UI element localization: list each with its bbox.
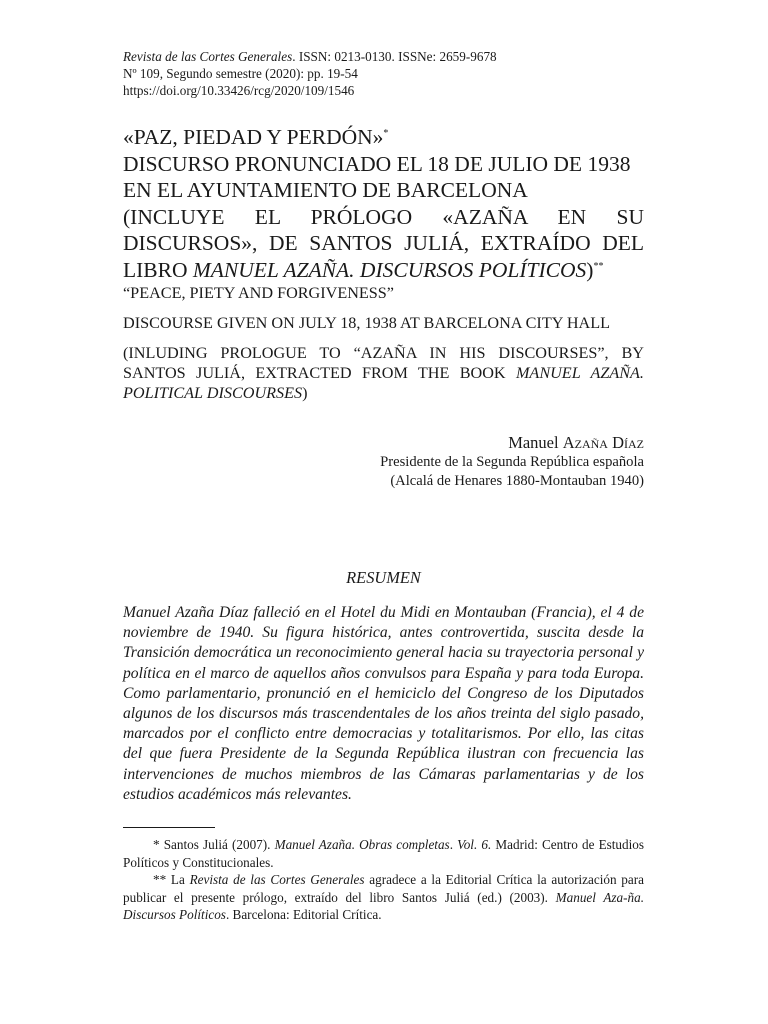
author-role: Presidente de la Segunda República española xyxy=(380,454,644,470)
english-title xyxy=(123,283,644,413)
spanish-title-line-6 xyxy=(123,257,644,284)
spanish-title-line-6-suffix: ) xyxy=(586,257,594,282)
footnote-2-middle: agradece a la Editorial Crítica la autorización para publicar el presente prólogo, extraído del libro Santos Juliá (ed.) (2003). xyxy=(123,872,644,905)
english-title-book: MANUEL AZAÑA. POLITICAL DISCOURSES xyxy=(123,364,644,402)
journal-header xyxy=(123,48,683,99)
footnote-2-prefix: ** La xyxy=(153,872,190,887)
english-title-line-3-prefix: (INLUDING PROLOGUE TO “AZAÑA IN HIS DISCOURSES”, BY SANTOS JULIÁ, EXTRACTED FROM THE BOOK xyxy=(123,344,644,382)
resumen-text: Manuel Azaña Díaz falleció en el Hotel du Midi en Montauban (Francia), el 4 de noviembre de 1940. Su figura histórica, antes controvertida, suscita desde la Transición democrática un reconocimiento general hacia su trayectoria personal y política en el marco de aquellos años convulsos para España y para toda Europa. Como parlamentario, pronunció en el hemiciclo del Congreso de los Diputados algunos de los discursos más trascendentales de los años treinta del siglo pasado, marcados por el conflicto entre democracias y totalitarismos. Por ello, las citas del que fuera Presidente de la Segunda República ilustran con frecuencia las intervenciones de muchos miembros de las Cámaras parlamentarias y de los estudios académicos más relevantes. xyxy=(123,604,644,803)
spanish-title-line-3: EN EL AYUNTAMIENTO DE BARCELONA xyxy=(123,178,528,202)
spanish-title-line-2: DISCURSO PRONUNCIADO EL 18 DE JULIO DE 1938 xyxy=(123,151,631,176)
author-name xyxy=(300,432,644,453)
journal-issn: . ISSN: 0213-0130. ISSNe: 2659-9678 xyxy=(292,49,497,64)
journal-doi: https://doi.org/10.33426/rcg/2020/109/1546 xyxy=(123,83,355,98)
author-block xyxy=(300,432,644,491)
spanish-title-line-6-prefix: LIBRO xyxy=(123,257,193,282)
footnote-1 xyxy=(123,836,644,871)
footnote-2-journal: Revista de las Cortes Generales xyxy=(189,872,365,887)
footnote-mark-1: * xyxy=(383,127,389,139)
spanish-title-main: «PAZ, PIEDAD Y PERDÓN» xyxy=(123,125,384,149)
resumen-heading: RESUMEN xyxy=(346,568,421,587)
footnote-mark-2: ** xyxy=(593,260,604,272)
author-surname: Azaña Díaz xyxy=(562,433,644,452)
journal-issue: Nº 109, Segundo semestre (2020): pp. 19-54 xyxy=(123,66,358,81)
spanish-title-line-1 xyxy=(123,124,644,151)
footnote-rule xyxy=(123,827,215,828)
spanish-title-line-4: (INCLUYE EL PRÓLOGO «AZAÑA EN SU xyxy=(123,204,644,229)
footnote-1-title: Manuel Azaña. Obras completas xyxy=(274,837,450,852)
footnote-2-suffix: . Barcelona: Editorial Crítica. xyxy=(225,907,382,922)
journal-citation xyxy=(123,48,683,65)
footnote-2-book: Manuel Aza-ña. Discursos Políticos xyxy=(123,889,645,922)
english-title-line-3 xyxy=(123,343,644,403)
footnote-1-separator: . xyxy=(449,837,458,852)
spanish-title xyxy=(123,124,644,283)
spanish-title-book: MANUEL AZAÑA. DISCURSOS POLÍTICOS xyxy=(192,257,587,282)
footnote-1-suffix: Madrid: Centro de Estudios Políticos y Constitucionales. xyxy=(123,837,644,870)
footnote-2 xyxy=(123,871,644,924)
english-title-line-3-suffix: ) xyxy=(302,384,308,402)
english-title-line-2: DISCOURSE GIVEN ON JULY 18, 1938 AT BARCELONA CITY HALL xyxy=(123,314,611,332)
footnote-1-prefix: * Santos Juliá (2007). xyxy=(153,837,275,852)
footnote-1-volume: Vol. 6. xyxy=(457,837,492,852)
spanish-title-line-5: DISCURSOS», DE SANTOS JULIÁ, EXTRAÍDO DEL xyxy=(123,231,644,255)
journal-name: Revista de las Cortes Generales xyxy=(123,49,293,64)
author-life: (Alcalá de Henares 1880-Montauban 1940) xyxy=(390,473,644,489)
english-title-line-1: “PEACE, PIETY AND FORGIVENESS” xyxy=(123,284,394,302)
author-first-name: Manuel xyxy=(508,433,563,452)
